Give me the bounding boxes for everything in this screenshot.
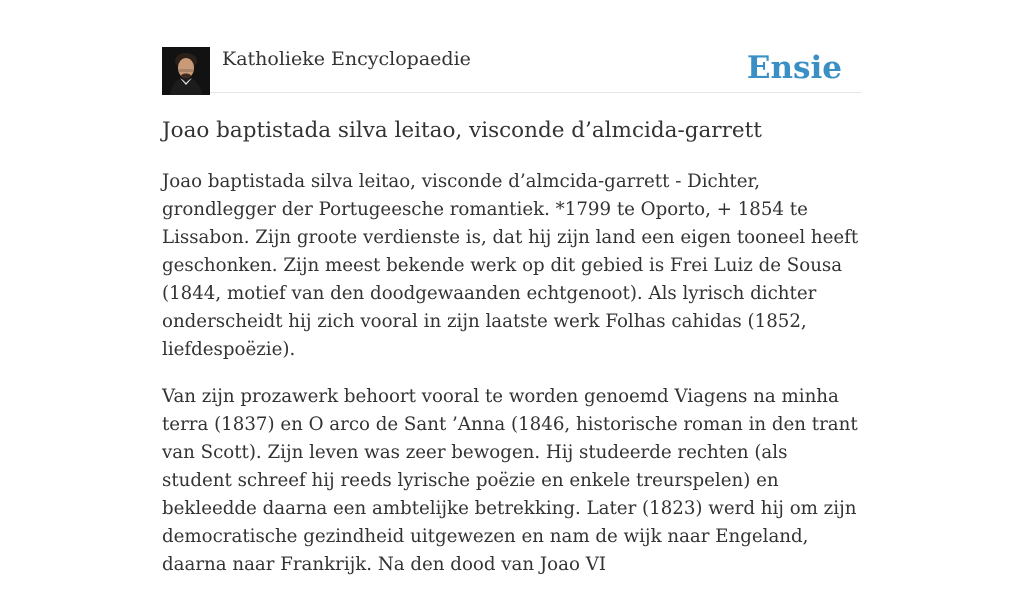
article-body (162, 168, 862, 598)
portrait-avatar-graphic (162, 47, 210, 95)
article-title: Joao baptistada silva leitao, visconde d’almcida-garrett (162, 118, 762, 143)
source-title[interactable]: Katholieke Encyclopaedie (222, 48, 471, 70)
article-paragraph-2: Van zijn prozawerk behoort vooral te worden genoemd Viagens na minha terra (1837) en O arco de Sant ’Anna (1846, historische roman in den trant van Scott). Zijn leven was zeer bewogen. Hij studeerde rechten (als student schreef hij reeds lyrische poëzie en enkele treurspelen) en bekleedde daarna een ambtelijke betrekking. Later (1823) werd hij om zijn democratische gezindheid uitgewezen en nam de wijk naar Engeland, daarna naar Frankrijk. Na den dood van Joao VI (162, 386, 858, 575)
portrait-avatar-icon[interactable] (162, 47, 210, 95)
header (162, 44, 862, 93)
article-paragraph-1: Joao baptistada silva leitao, visconde d’almcida-garrett - Dichter, grondlegger der Portugeesche romantiek. *1799 te Oporto, + 1854 te Lissabon. Zijn groote verdienste is, dat hij zijn land een eigen tooneel heeft geschonken. Zijn meest bekende werk op dit gebied is Frei Luiz de Sousa (1844, motief van den doodgewaanden echtgenoot). Als lyrisch dichter onderscheidt hij zich vooral in zijn laatste werk Folhas cahidas (1852, liefdespoëzie). (162, 171, 859, 360)
ensie-logo-link[interactable]: Ensie (746, 50, 842, 86)
